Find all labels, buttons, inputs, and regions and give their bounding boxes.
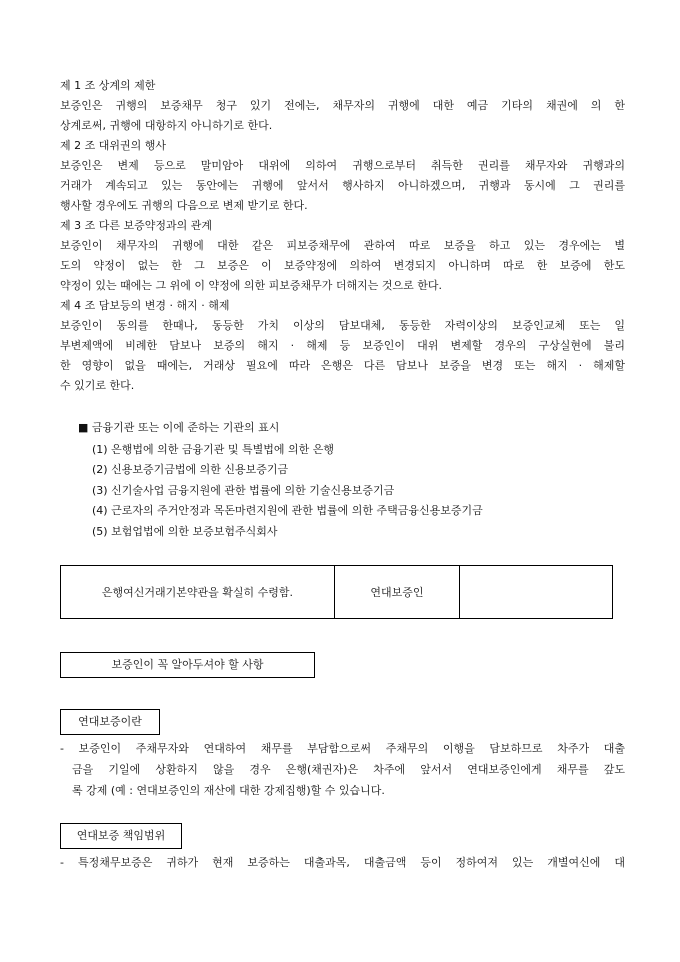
article-4-line-2: 부변제액에 비례한 담보나 보증의 해지 · 해제 등 보증인이 대위 변제할 경우의 구상실현에 불리: [60, 339, 625, 352]
article-1-heading: 제 1 조 상계의 제한: [60, 79, 156, 92]
institution-item-4: (4) 근로자의 주거안정과 목돈마련지원에 관한 법률에 의한 주택금융신용보증기금: [92, 504, 483, 517]
article-2-heading: 제 2 조 대위권의 행사: [60, 139, 166, 152]
institutions-title: ■ 금융기관 또는 이에 준하는 기관의 표시: [78, 421, 280, 434]
institution-item-1: (1) 은행법에 의한 금융기관 및 특별법에 의한 은행: [92, 443, 334, 456]
article-4-heading: 제 4 조 담보등의 변경 · 해지 · 해제: [60, 299, 230, 312]
institution-item-5: (5) 보험업법에 의한 보증보험주식회사: [92, 525, 278, 538]
article-1-line-2: 상계로써, 귀행에 대항하지 아니하기로 한다.: [60, 119, 273, 132]
notice-title-box: 보증인이 꼭 알아두셔야 할 사항: [60, 652, 315, 678]
article-4-line-4: 수 있기로 한다.: [60, 379, 135, 392]
article-4-line-1: 보증인이 동의를 한때나, 동등한 가치 이상의 담보대체, 동등한 자력이상의 보증인교체 또는 일: [60, 319, 625, 332]
article-3-line-2: 도의 약정이 없는 한 그 보증은 이 보증약정에 의하여 변경되지 아니하며 따로 한 보증에 한도: [60, 259, 625, 272]
article-4-line-3: 한 영향이 없을 때에는, 거래상 필요에 따라 은행은 다른 담보나 보증을 변경 또는 해지 · 해제할: [60, 359, 625, 372]
article-2-line-3: 행사할 경우에도 귀행의 다음으로 변제 받기로 한다.: [60, 199, 308, 212]
article-1-line-1: 보증인은 귀행의 보증채무 청구 있기 전에는, 채무자의 귀행에 대한 예금 기타의 채권에 의 한: [60, 99, 625, 112]
article-2-line-2: 거래가 계속되고 있는 동안에는 귀행에 앞서서 행사하지 아니하겠으며, 귀행과 동시에 그 권리를: [60, 179, 625, 192]
joint-guarantee-line-1: - 보증인이 주채무자와 연대하여 채무를 부담함으로써 주채무의 이행을 담보하므로 차주가 대출: [60, 742, 625, 755]
receipt-statement-cell: 은행여신거래기본약관을 확실히 수령함.: [61, 566, 335, 619]
article-3-line-1: 보증인이 채무자의 귀행에 대한 같은 피보증채무에 관하여 따로 보증을 하고 있는 경우에는 별: [60, 239, 625, 252]
article-3-heading: 제 3 조 다른 보증약정과의 관계: [60, 219, 212, 232]
institution-item-2: (2) 신용보증기금법에 의한 신용보증기금: [92, 463, 289, 476]
article-2-line-1: 보증인은 변제 등으로 말미암아 대위에 의하여 귀행으로부터 취득한 권리를 채무자와 귀행과의: [60, 159, 625, 172]
joint-guarantee-line-2: 금을 기일에 상환하지 않을 경우 은행(채권자)은 차주에 앞서서 연대보증인에게 채무를 갚도: [72, 763, 625, 776]
guarantor-signature-cell[interactable]: [460, 566, 613, 619]
institution-item-3: (3) 신기술사업 금융지원에 관한 법률에 의한 기술신용보증기금: [92, 484, 395, 497]
section-heading-liability-scope: 연대보증 책임범위: [60, 823, 182, 849]
guarantor-role-cell: 연대보증인: [335, 566, 460, 619]
liability-scope-line-1: - 특정채무보증은 귀하가 현재 보증하는 대출과목, 대출금액 등이 정하여져 있는 개별여신에 대: [60, 856, 625, 869]
section-heading-joint-guarantee: 연대보증이란: [60, 709, 160, 735]
article-3-line-3: 약정이 있는 때에는 그 위에 이 약정에 의한 피보증채무가 더해지는 것으로 한다.: [60, 279, 442, 292]
signature-table: [60, 565, 613, 619]
joint-guarantee-line-3: 록 강제 (예 : 연대보증인의 재산에 대한 강제집행)할 수 있습니다.: [72, 784, 385, 797]
